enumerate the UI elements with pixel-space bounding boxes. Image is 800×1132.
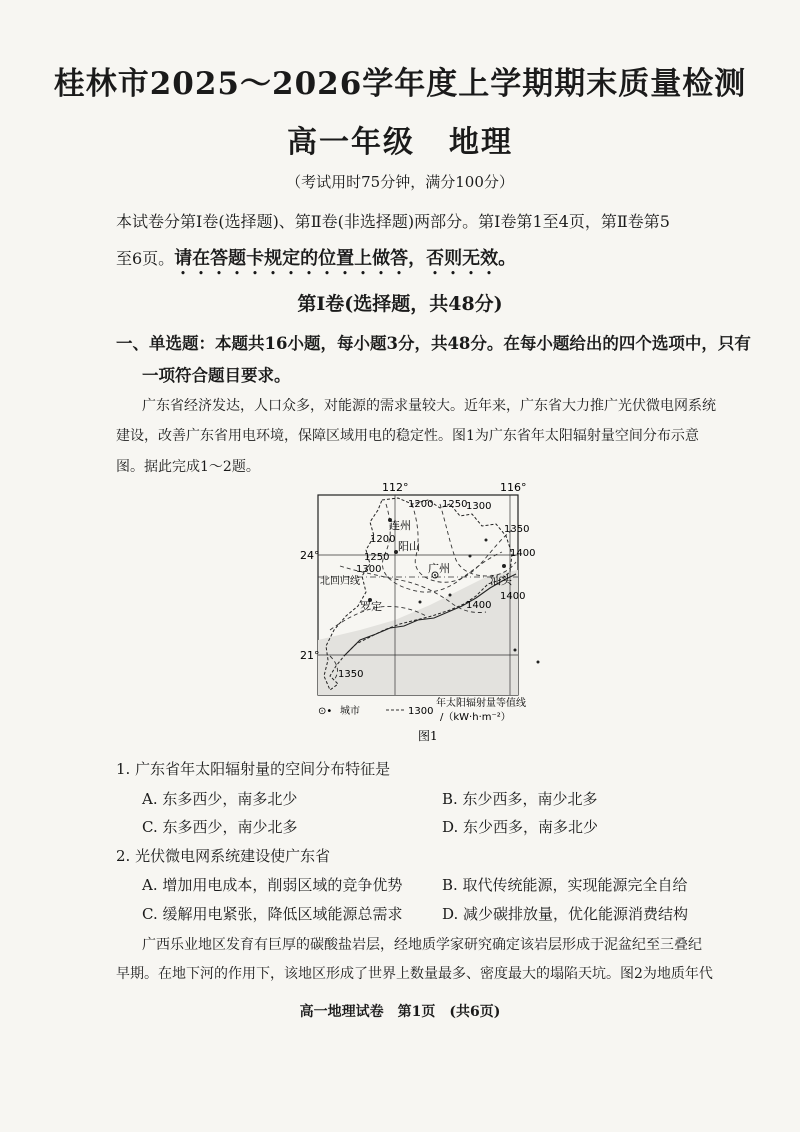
material2-line2: 早期。在地下河的作用下，该地区形成了世界上数量最多、密度最大的塌陷天坑。图2为地质年代 xyxy=(116,966,713,982)
isoline-label: 1350 xyxy=(338,669,364,680)
footer-paper: 高一地理试卷 xyxy=(299,1004,384,1020)
grade-subject-title xyxy=(0,117,800,161)
section1-line1: 一、单选题：本题共16小题，每小题3分，共48分。在每小题给出的四个选项中，只有 xyxy=(116,334,751,353)
city-label-guangzhou: 广州 xyxy=(428,562,450,575)
isoline-label: 1300 xyxy=(466,501,492,512)
q1-option-d: D. 东少西多，南多北少 xyxy=(442,818,599,836)
figure1-caption: 图1 xyxy=(418,729,438,743)
isoline-label: 1200 xyxy=(370,534,396,545)
lon-112-label: 112° xyxy=(382,481,409,494)
lat-24-label: 24° xyxy=(300,549,320,562)
q2-stem: 2. 光伏微电网系统建设使广东省 xyxy=(116,847,331,865)
instructions-emphasis: 请在答题卡规定的位置上做答，否则无效。 xyxy=(174,248,517,269)
city-label-luoding: 罗定 xyxy=(360,600,382,613)
legend-isoline-value: 1300 xyxy=(408,706,434,717)
city-label-yangshan: 阳山 xyxy=(398,540,420,553)
legend-city-symbol: ⊙• xyxy=(318,706,333,717)
q1-stem: 1. 广东省年太阳辐射量的空间分布特征是 xyxy=(116,760,391,778)
city-dot xyxy=(449,594,452,597)
legend-city-label: 城市 xyxy=(340,706,360,717)
city-dot xyxy=(419,601,422,604)
q2-option-d: D. 减少碳排放量，优化能源消费结构 xyxy=(442,905,689,923)
lat-21-label: 21° xyxy=(300,649,320,662)
material2-line1: 广西乐业地区发育有巨厚的碳酸盐岩层，经地质学家研究确定该岩层形成于泥盆纪至三叠纪 xyxy=(142,937,702,953)
city-dot xyxy=(514,649,517,652)
lon-116-label: 116° xyxy=(500,481,527,494)
q2-option-a: A. 增加用电成本，削弱区域的竞争优势 xyxy=(142,876,403,894)
isoline-label: 1300 xyxy=(356,564,382,575)
isoline-label: 1400 xyxy=(466,600,492,611)
instructions-line1: 本试卷分第Ⅰ卷(选择题)、第Ⅱ卷(非选择题)两部分。第Ⅰ卷第1至4页，第Ⅱ卷第5 xyxy=(116,212,670,231)
q2-option-b: B. 取代传统能源，实现能源完全自给 xyxy=(442,876,688,894)
city-dot xyxy=(537,661,540,664)
instructions-line2-prefix: 至6页。 xyxy=(116,249,175,268)
q2-option-c: C. 缓解用电紧张，降低区域能源总需求 xyxy=(142,905,403,923)
time-note: （考试用时75分钟，满分100分） xyxy=(286,173,514,191)
grade-label: 高一年级 xyxy=(287,125,415,160)
material1-line1: 广东省经济发达，人口众多，对能源的需求量较大。近年来，广东省大力推广光伏微电网系统 xyxy=(142,398,716,414)
isoline-label: 1200 xyxy=(408,499,434,510)
isoline-label: 1400 xyxy=(500,591,526,602)
part1-title: 第Ⅰ卷(选择题，共48分) xyxy=(297,293,503,315)
city-label-shantou: 汕头 xyxy=(490,574,512,587)
city-dot xyxy=(485,539,488,542)
q1-option-c: C. 东多西少，南少北多 xyxy=(142,818,298,836)
subject-label: 地理 xyxy=(449,125,513,160)
legend-isoline-unit: /（kW·h·m⁻²） xyxy=(440,712,511,723)
instructions-line2 xyxy=(116,244,516,279)
city-dot-shantou xyxy=(502,564,506,568)
footer-total: (共6页) xyxy=(449,1004,501,1020)
tropic-label: 北回归线 xyxy=(320,576,360,587)
q1-option-b: B. 东少西多，南少北多 xyxy=(442,790,598,808)
q1-option-a: A. 东多西少，南多北少 xyxy=(142,790,298,808)
exam-title: 桂林市2025～2026学年度上学期期末质量检测 xyxy=(53,66,747,102)
section1-line2: 一项符合题目要求。 xyxy=(142,366,291,385)
isoline-label: 1250 xyxy=(442,499,468,510)
isoline-label: 1400 xyxy=(510,548,536,559)
material1-line3: 图。据此完成1～2题。 xyxy=(116,459,260,475)
footer-page: 第1页 xyxy=(397,1004,436,1020)
isoline-label: 1350 xyxy=(504,524,530,535)
legend-isoline-label: 年太阳辐射量等值线 xyxy=(436,698,526,709)
city-label-lianzhou: 连州 xyxy=(389,519,411,532)
page-footer xyxy=(0,1001,800,1021)
isoline-label: 1250 xyxy=(364,552,390,563)
material1-line2: 建设，改善广东省用电环境，保障区域用电的稳定性。图1为广东省年太阳辐射量空间分布示意 xyxy=(116,428,699,444)
figure1-map xyxy=(300,480,560,750)
city-dot xyxy=(469,555,472,558)
